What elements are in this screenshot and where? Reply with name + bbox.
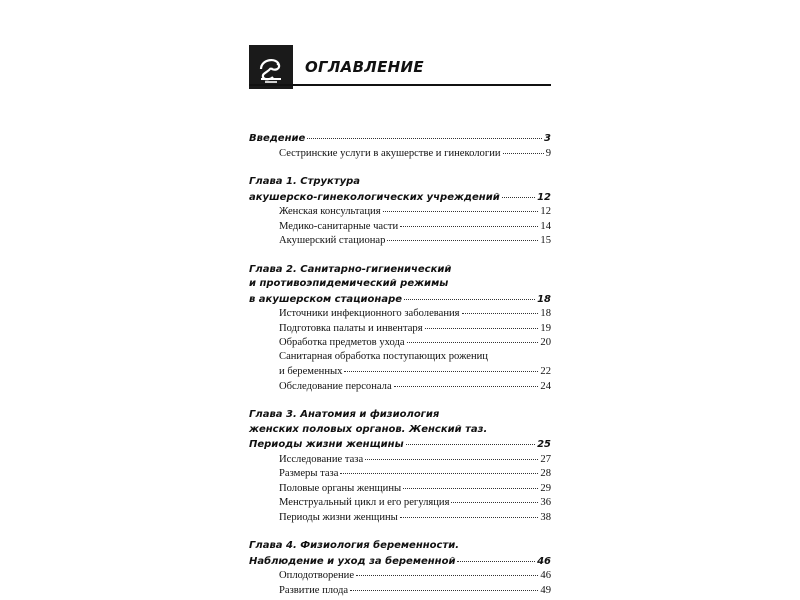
- dot-leader: [407, 333, 539, 343]
- dot-leader: [404, 290, 535, 300]
- dot-leader: [344, 362, 538, 372]
- dot-leader: [356, 566, 538, 576]
- toc-page-number: 18: [540, 308, 551, 319]
- toc-subentry-label: Обработка предметов ухода: [279, 337, 405, 348]
- dot-leader: [457, 552, 535, 562]
- toc-chapter-title-line: Глава 3. Анатомия и физиология: [249, 409, 440, 420]
- table-of-contents: [249, 131, 551, 597]
- toc-page-number: 38: [540, 511, 551, 523]
- dot-leader: [365, 450, 538, 460]
- toc-chapter-title-line: акушерско-гинекологических учреждений: [249, 191, 500, 203]
- toc-page-number: 9: [545, 147, 551, 159]
- toc-page-number: 15: [540, 235, 551, 246]
- toc-page-number: 46: [540, 570, 551, 581]
- toc-page-number: 19: [540, 322, 551, 334]
- toc-chapter-title-line: Глава 4. Физиология беременности.: [249, 540, 460, 551]
- toc-subentry-label: Развитие плода: [279, 584, 349, 596]
- toc-subentry-label: Половые органы женщины: [279, 482, 402, 494]
- toc-chapter-title-line: женских половых органов. Женский таз.: [249, 423, 488, 435]
- toc-subentry[interactable]: [249, 233, 551, 248]
- dot-leader: [350, 581, 538, 591]
- toc-subentry-label: Санитарная обработка поступающих рожениц: [279, 350, 488, 362]
- toc-page-number: 3: [544, 133, 551, 144]
- toc-subentry[interactable]: [249, 583, 551, 598]
- dot-leader: [406, 435, 535, 445]
- toc-subentry-label: Периоды жизни женщины: [279, 511, 398, 523]
- toc-subentry-label: Размеры таза: [279, 468, 339, 479]
- toc-page-number: 29: [540, 482, 551, 494]
- toc-chapter-title-line: Глава 2. Санитарно-гигиенический: [249, 263, 452, 275]
- dot-leader: [400, 217, 538, 227]
- toc-page-number: 28: [540, 468, 551, 479]
- toc-chapter-2-line-1[interactable]: [249, 263, 551, 278]
- caduceus-snake-icon: [249, 45, 293, 89]
- dot-leader: [451, 493, 538, 503]
- dot-leader: [383, 202, 539, 212]
- toc-page-number: 36: [540, 497, 551, 508]
- toc-page-number: 12: [540, 206, 551, 217]
- toc-page-number: 22: [540, 366, 551, 377]
- toc-subentry-label: Подготовка палаты и инвентаря: [279, 322, 423, 334]
- toc-subentry-label: Исследование таза: [279, 453, 364, 465]
- page-title: ОГЛАВЛЕНИЕ: [305, 58, 424, 76]
- toc-page-number: 20: [540, 337, 551, 348]
- title-divider: [249, 84, 551, 86]
- dot-leader: [340, 464, 538, 474]
- toc-entry-title: Введение: [249, 133, 306, 144]
- toc-chapter-title-line: Наблюдение и уход за беременной: [249, 555, 456, 567]
- toc-subentry[interactable]: [249, 379, 551, 394]
- toc-page-number: 49: [540, 584, 551, 596]
- dot-leader: [400, 508, 539, 518]
- toc-subentry-label: Акушерский стационар: [279, 235, 386, 246]
- dot-leader: [403, 479, 538, 489]
- toc-chapter-title-line: Глава 1. Структура: [249, 176, 361, 187]
- toc-subentry-label: Источники инфекционного заболевания: [279, 308, 460, 319]
- toc-chapter-title-line: Периоды жизни женщины: [249, 439, 404, 450]
- toc-page-number: 14: [540, 220, 551, 232]
- toc-subentry-label: Оплодотворение: [279, 570, 355, 581]
- dot-leader: [462, 304, 539, 314]
- toc-page-number: 46: [537, 555, 551, 567]
- dot-leader: [425, 319, 539, 329]
- toc-page-number: 18: [537, 293, 551, 305]
- toc-subentry[interactable]: [249, 510, 551, 525]
- dot-leader: [387, 231, 538, 241]
- dot-leader: [502, 188, 535, 198]
- toc-chapter-title-line: и противоэпидемический режимы: [249, 278, 449, 289]
- toc-subentry-label: Обследование персонала: [279, 380, 392, 392]
- toc-chapter-title-line: в акушерском стационаре: [249, 293, 403, 305]
- toc-subentry-label: Женская консультация: [279, 206, 381, 217]
- dot-leader: [307, 129, 542, 139]
- toc-page-number: 24: [540, 380, 551, 392]
- toc-subentry[interactable]: [249, 146, 551, 161]
- toc-subentry-label: Медико-санитарные части: [279, 220, 399, 232]
- toc-subentry[interactable]: [249, 335, 551, 350]
- toc-subentry-label: Менструальный цикл и его регуляция: [279, 497, 450, 508]
- toc-page-number: 27: [540, 453, 551, 465]
- dot-leader: [394, 377, 539, 387]
- dot-leader: [503, 144, 544, 154]
- toc-subentry-label: и беременных: [279, 366, 343, 377]
- toc-chapter-3-line-1[interactable]: [249, 408, 551, 423]
- toc-subentry-label: Сестринские услуги в акушерстве и гинекологии: [279, 147, 501, 159]
- toc-page-number: 25: [537, 439, 551, 450]
- toc-page-number: 12: [537, 191, 551, 203]
